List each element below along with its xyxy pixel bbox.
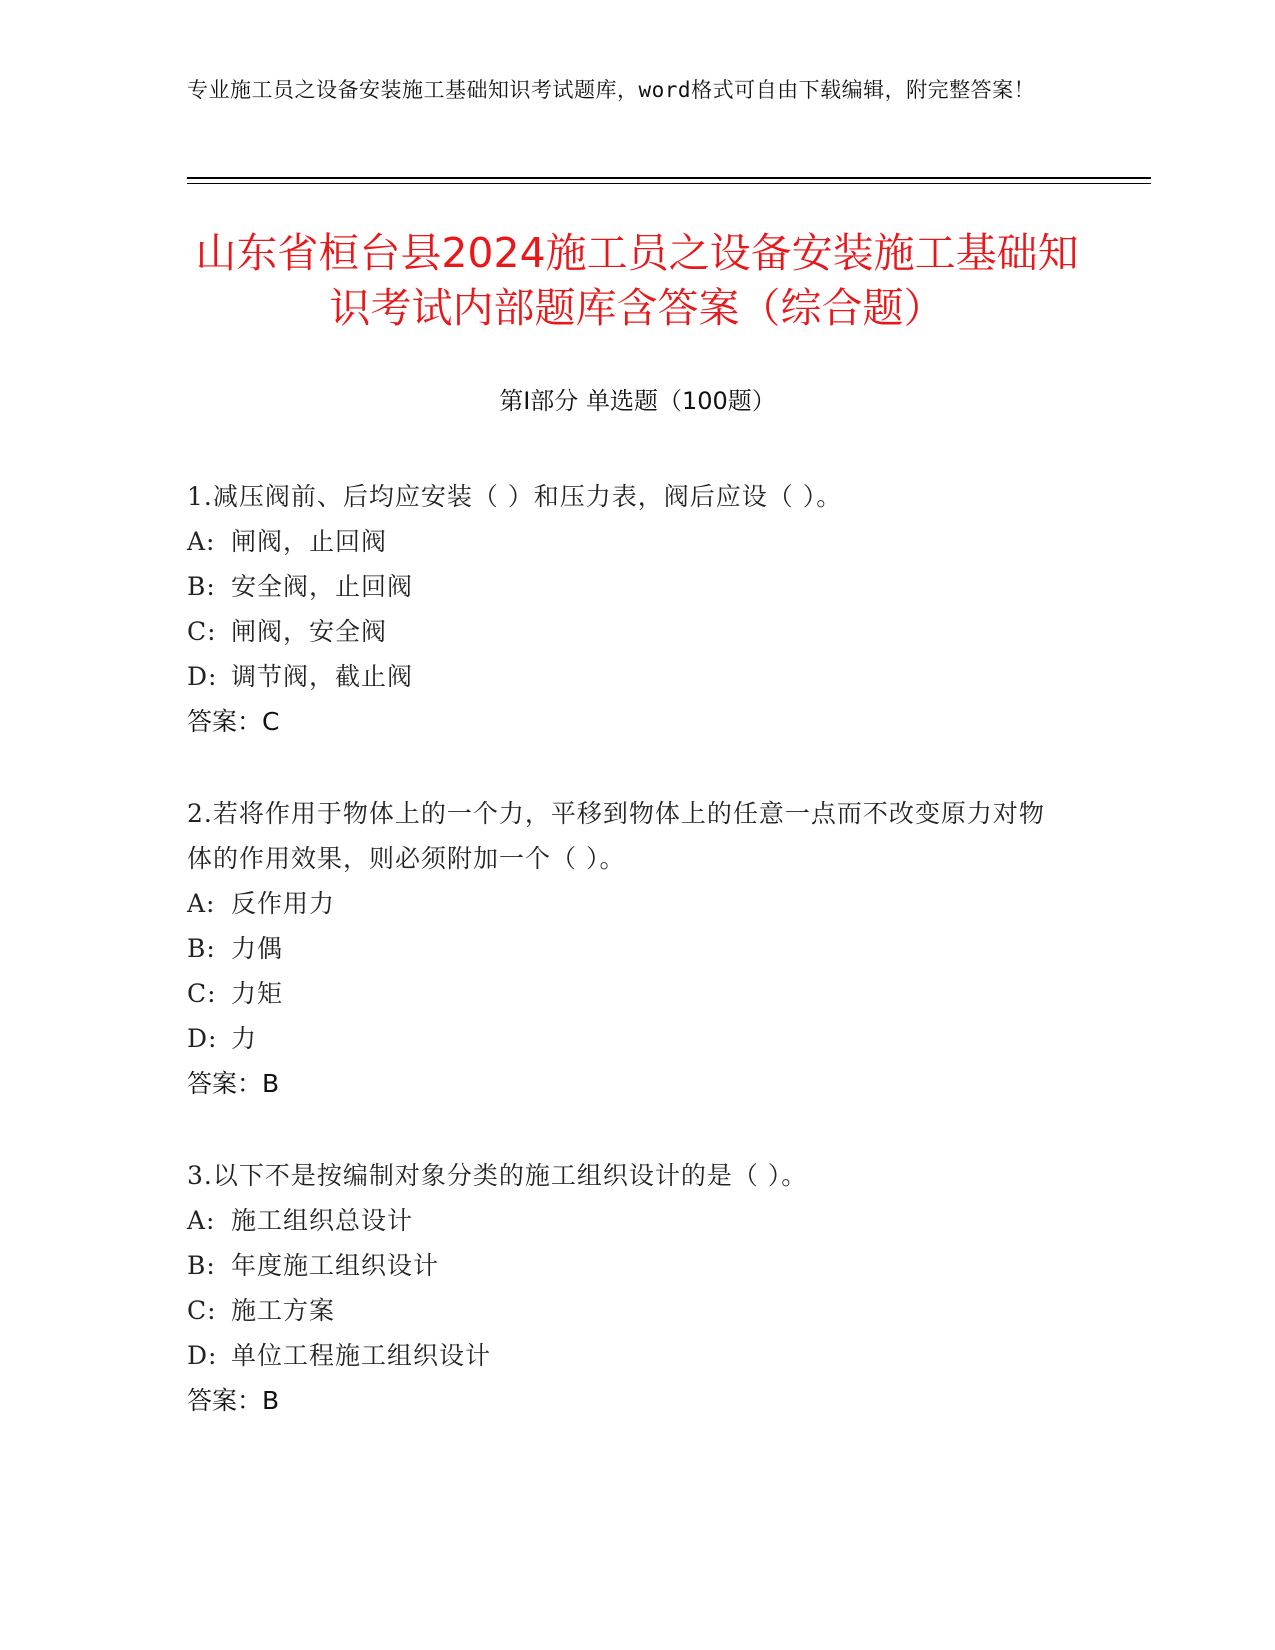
answer-line: 答案：B <box>187 1069 280 1098</box>
option-letter: B: <box>187 1251 216 1280</box>
option-a <box>187 881 1067 926</box>
option-letter: C: <box>187 1296 217 1325</box>
option-letter: A: <box>187 1206 216 1235</box>
option-text: 力偶 <box>231 934 284 963</box>
option-letter: D: <box>187 1024 218 1053</box>
option-letter: A: <box>187 527 216 556</box>
header-note: 专业施工员之设备安装施工基础知识考试题库，word格式可自由下载编辑，附完整答案！ <box>187 78 1036 102</box>
option-text: 单位工程施工组织设计 <box>231 1341 492 1370</box>
question-2 <box>187 791 1067 1107</box>
answer-line: 答案：C <box>187 707 280 736</box>
option-letter: A: <box>187 889 216 918</box>
option-d <box>187 1016 1067 1061</box>
section-heading: 第I部分 单选题（100题） <box>499 387 776 415</box>
option-letter: B: <box>187 934 216 963</box>
option-b <box>187 926 1067 971</box>
option-text: 年度施工组织设计 <box>231 1251 440 1280</box>
option-text: 力矩 <box>231 979 284 1008</box>
option-c <box>187 609 1067 654</box>
option-letter: C: <box>187 617 217 646</box>
option-text: 施工方案 <box>231 1296 336 1325</box>
question-3 <box>187 1153 1067 1424</box>
option-c <box>187 971 1067 1016</box>
option-d <box>187 1333 1067 1378</box>
option-text: 闸阀，安全阀 <box>231 617 388 646</box>
option-d <box>187 654 1067 699</box>
option-text: 反作用力 <box>231 889 336 918</box>
header-divider-thick <box>187 177 1151 179</box>
option-letter: D: <box>187 1341 218 1370</box>
question-stem: 2.若将作用于物体上的一个力，平移到物体上的任意一点而不改变原力对物体的作用效果，则必须附加一个（ ）。 <box>187 799 1045 873</box>
question-stem: 3.以下不是按编制对象分类的施工组织设计的是（ ）。 <box>187 1161 808 1190</box>
document-title: 山东省桓台县2024施工员之设备安装施工基础知识考试内部题库含答案（综合题） <box>195 229 1079 332</box>
header-divider-thin <box>187 183 1151 184</box>
option-text: 安全阀，止回阀 <box>231 572 414 601</box>
option-a <box>187 519 1067 564</box>
option-text: 闸阀，止回阀 <box>231 527 388 556</box>
option-letter: D: <box>187 662 218 691</box>
option-a <box>187 1198 1067 1243</box>
question-1 <box>187 474 1067 745</box>
option-text: 施工组织总设计 <box>231 1206 414 1235</box>
option-letter: C: <box>187 979 217 1008</box>
option-text: 力 <box>231 1024 258 1053</box>
option-b <box>187 1243 1067 1288</box>
question-stem: 1.减压阀前、后均应安装（ ）和压力表，阀后应设（ ）。 <box>187 482 843 511</box>
option-letter: B: <box>187 572 216 601</box>
option-c <box>187 1288 1067 1333</box>
answer-line: 答案：B <box>187 1386 280 1415</box>
option-b <box>187 564 1067 609</box>
option-text: 调节阀，截止阀 <box>231 662 414 691</box>
